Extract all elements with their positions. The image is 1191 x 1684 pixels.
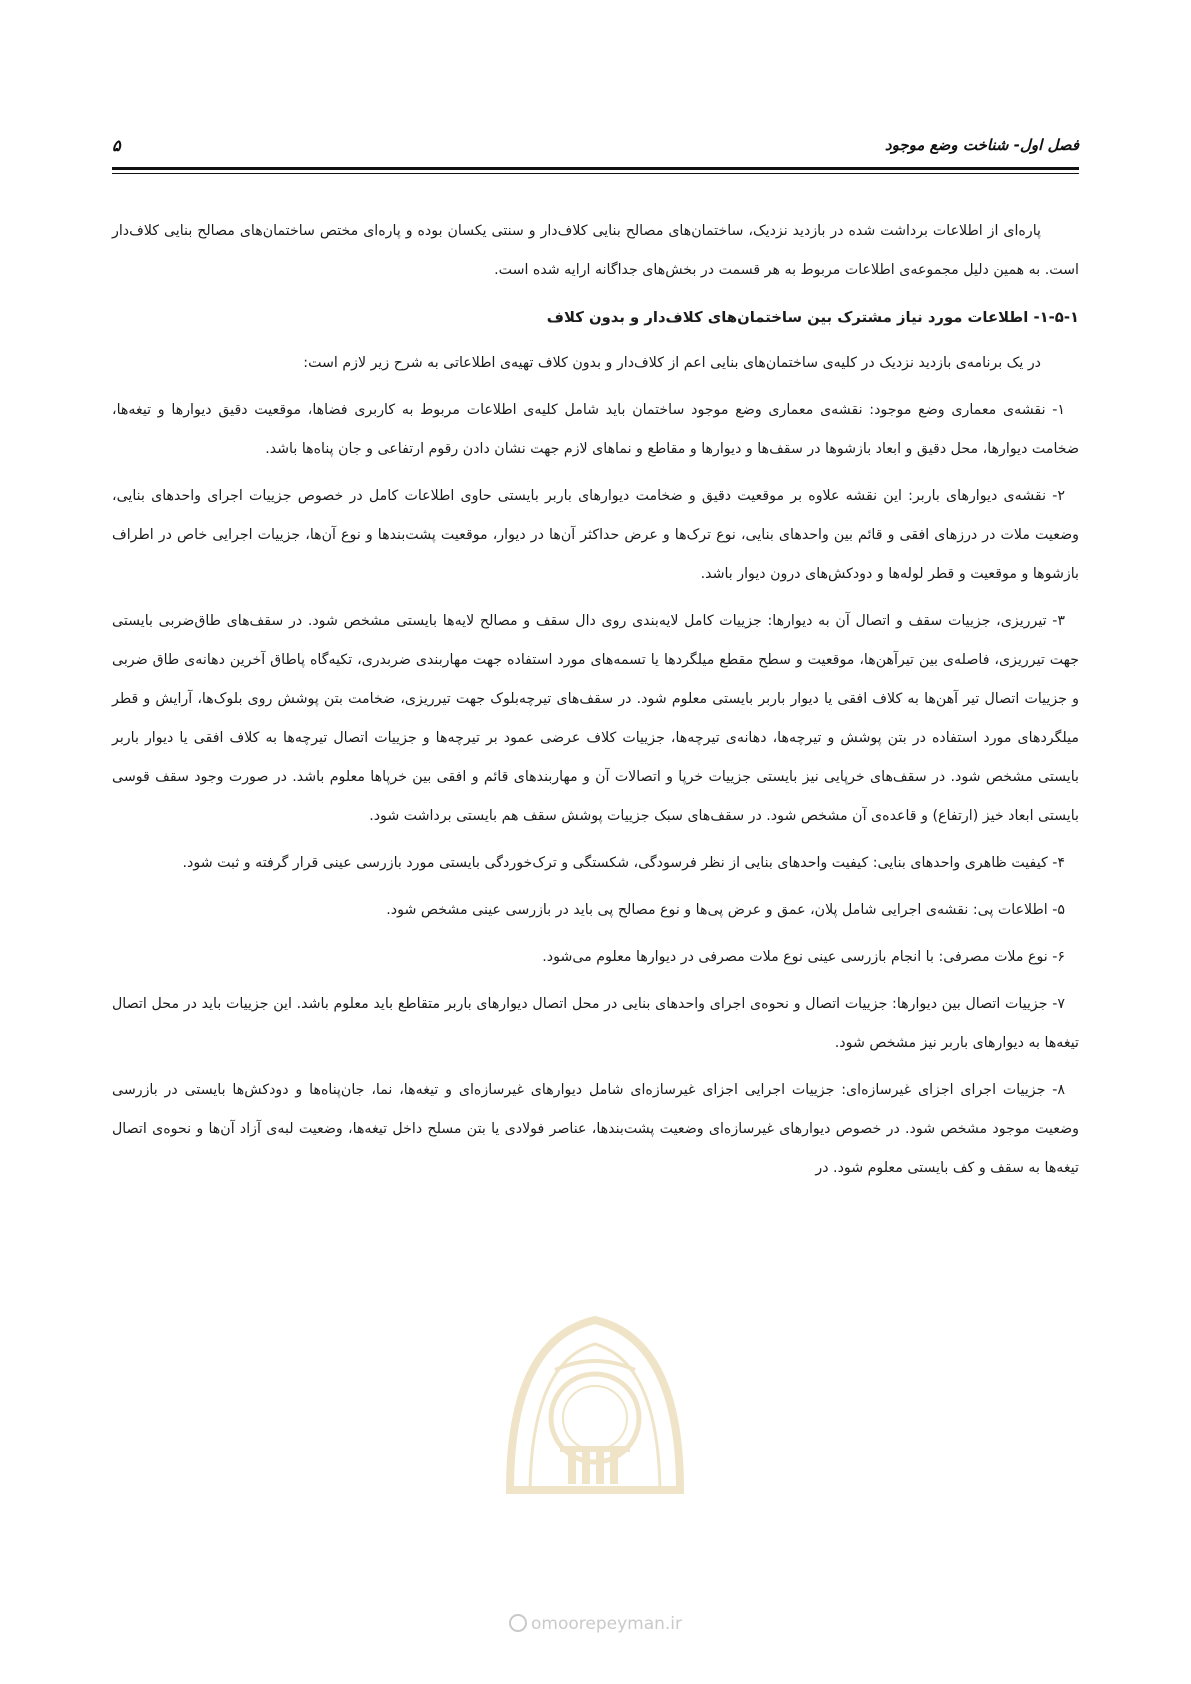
running-header: [112, 136, 1079, 166]
list-item-4: ۴- کیفیت ظاهری واحدهای بنایی: کیفیت واحدهای بنایی از نظر فرسودگی، شکستگی و ترک‌خوردگی بایستی مورد بازرسی عینی قرار گرفته و ثبت شود.: [182, 855, 1065, 871]
list-item-6: ۶- نوع ملات مصرفی: با انجام بازرسی عینی نوع ملات مصرفی در دیوارها معلوم می‌شود.: [542, 949, 1065, 965]
body-text: [112, 212, 1079, 1196]
at-sign-icon: [509, 1614, 527, 1632]
page-number: ۵: [112, 136, 121, 155]
chapter-title: فصل اول- شناخت وضع موجود: [884, 136, 1079, 154]
list-item-7: ۷- جزییات اتصال بین دیوارها: جزییات اتصال و نحوه‌ی اجرای واحدهای بنایی در محل اتصال دیوارهای باربر متقاطع باید معلوم باشد. این جزییات باید در محل اتصال تیغه‌ها به دیوارهای باربر نیز مشخص شود.: [112, 996, 1079, 1051]
list-item-3: ۳- تیرریزی، جزییات سقف و اتصال آن به دیوارها: جزییات کامل لایه‌بندی روی دال سقف و مصالح لایه‌ها بایستی مشخص شود. در سقف‌های طاق‌ضربی بایستی جهت تیرریزی، فاصله‌ی بین تیرآهن‌ها، موقعیت و سطح مقطع میلگردها یا تسمه‌های مورد استفاده جهت مهاربندی ضربدری، تکیه‌گاه پاطاق آخرین دهانه‌ی طاق ضربی و جزییات اتصال تیر آهن‌ها به کلاف افقی یا دیوار باربر بایستی معلوم شود. در سقف‌های تیرچه‌بلوک جهت تیرریزی، ضخامت بتن پوشش روی بلوک‌ها، آرایش و قطر میلگردهای مورد استفاده در بتن پوشش و تیرچه‌ها، دهانه‌ی تیرچه‌ها، جزییات کلاف عرضی عمود بر تیرچه‌ها و جزییات اتصال تیرچه‌ها به کلاف افقی یا دیوار باربر بایستی مشخص شود. در سقف‌های خرپایی نیز بایستی جزییات خرپا و اتصالات آن و مهاربندهای قائم و افقی بین خرپاها معلوم باشد. در صورت وجود سقف قوسی بایستی ابعاد خیز (ارتفاع) و قاعده‌ی آن مشخص شود. در سقف‌های سبک جزییات پوشش سقف هم بایستی برداشت شود.: [112, 613, 1079, 824]
watermark-site-text: omoorepeyman.ir: [530, 1614, 683, 1634]
list-item-5: ۵- اطلاعات پی: نقشه‌ی اجرایی شامل پلان، عمق و عرض پی‌ها و نوع مصالح پی باید در بازرسی عینی مشخص شود.: [386, 902, 1065, 918]
section-heading: ۱-۵-۱- اطلاعات مورد نیاز مشترک بین ساختمان‌های کلاف‌دار و بدون کلاف: [546, 309, 1079, 326]
list-item-2: ۲- نقشه‌ی دیوارهای باربر: این نقشه علاوه بر موقعیت دقیق و ضخامت دیوارهای باربر بایستی حاوی اطلاعات کامل در خصوص جزییات اجرای واحدهای بنایی، وضعیت ملات در درزهای افقی و قائم بین واحدهای بنایی، نوع ترک‌ها و عرض حداکثر آن‌ها در دیوار، موقعیت پشت‌بندها و نوع آن‌ها، جزییات اجرایی خاص در اطراف بازشوها و موقعیت و قطر لوله‌ها و دودکش‌های درون دیوار باشد.: [112, 488, 1079, 582]
watermark-logo: [470, 1300, 720, 1500]
watermark-site: [0, 1614, 1191, 1634]
header-rule-thin: [112, 173, 1079, 174]
list-item-1: ۱- نقشه‌ی معماری وضع موجود: نقشه‌ی معماری وضع موجود ساختمان باید شامل کلیه‌ی اطلاعات مربوط به کاربری فضاها، موقعیت دقیق دیوارها و تیغه‌ها، ضخامت دیوارها، محل دقیق و ابعاد بازشوها در سقف‌ها و دیوارها و مقاطع و نماهای لازم جهت نشان دادن رقوم ارتفاعی و جان پناه‌ها باشد.: [112, 402, 1079, 457]
list-item-8: ۸- جزییات اجرای اجزای غیرسازه‌ای: جزییات اجرایی اجزای غیرسازه‌ای شامل دیوارهای غیرسازه‌ای و تیغه‌ها، نما، جان‌پناه‌ها و دودکش‌ها بایستی در بازرسی وضعیت موجود مشخص شود. در خصوص دیوارهای غیرسازه‌ای وضعیت پشت‌بندها، عناصر فولادی یا بتن مسلح داخل تیغه‌ها، وضعیت لبه‌ی آزاد آن‌ها و نحوه‌ی اتصال تیغه‌ها به سقف و کف بایستی معلوم شود. در: [112, 1082, 1079, 1176]
section-intro-paragraph: در یک برنامه‌ی بازدید نزدیک در کلیه‌ی ساختمان‌های بنایی اعم از کلاف‌دار و بدون کلاف تهیه‌ی اطلاعاتی به شرح زیر لازم است:: [303, 355, 1041, 371]
header-rule-thick: [112, 167, 1079, 170]
intro-paragraph: پاره‌ای از اطلاعات برداشت شده در بازدید نزدیک، ساختمان‌های مصالح بنایی کلاف‌دار و سنتی یکسان بوده و پاره‌ای مختص ساختمان‌های مصالح بنایی کلاف‌دار است. به همین دلیل مجموعه‌ی اطلاعات مربوط به هر قسمت در بخش‌های جداگانه ارایه شده است.: [112, 223, 1079, 278]
